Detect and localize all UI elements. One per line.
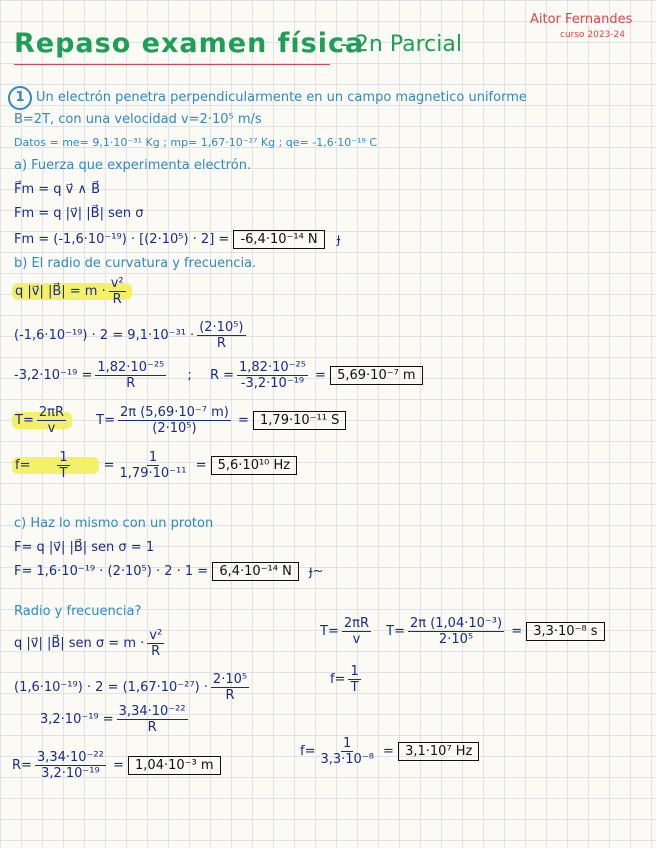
part-a-result: -6,4·10⁻¹⁴ N <box>233 230 324 249</box>
eq1-lhs: (-1,6·10⁻¹⁹) · 2 = 9,1·10⁻³¹ · <box>14 328 195 343</box>
part-c-eq1: F= q |v⃗| |B⃗| sen σ = 1 <box>14 540 155 555</box>
rf-eq3 <box>40 704 191 735</box>
rf-T2-num: 2π (1,04·10⁻³) <box>409 616 503 631</box>
rf-f2-den: 3,3·10⁻⁸ <box>320 752 374 767</box>
eq2-rnum: 1,82·10⁻²⁵ <box>239 360 306 375</box>
T2-num: 2π (5,69·10⁻⁷ m) <box>119 405 229 420</box>
part-b-frequency <box>12 450 297 481</box>
rf-T-lhs: T= <box>320 624 339 639</box>
T-den: v <box>47 421 56 436</box>
eq2-num: 1,82·10⁻²⁵ <box>97 360 165 375</box>
radius-result: 5,69·10⁻⁷ m <box>330 366 423 385</box>
rf-eq1-den: R <box>151 644 161 659</box>
rf-f2-num: 1 <box>343 736 352 751</box>
problem-number-badge: 1 <box>8 86 32 110</box>
part-a-mark: ɟ <box>336 232 341 247</box>
rf-T-den: v <box>352 632 361 647</box>
f2-num: 1 <box>148 450 158 465</box>
eq2-den: R <box>126 376 136 391</box>
f-lhs: f= <box>15 458 31 473</box>
datos-line: Datos = me= 9,1·10⁻³¹ Kg ; mp= 1,67·10⁻²⁷ Kg ; qe= -1,6·10⁻¹⁹ C <box>14 136 378 149</box>
eq1-num: (2·10⁵) <box>199 320 244 335</box>
page-title: Repaso examen física <box>14 28 365 59</box>
radio-freq-label: Radio y frecuencia? <box>14 604 142 619</box>
part-c-label: c) Haz lo mismo con un proton <box>14 516 214 531</box>
rf-T-num: 2πR <box>343 616 369 631</box>
eq2-lhs: -3,2·10⁻¹⁹ = <box>14 368 93 383</box>
eq2-sep: ; <box>187 368 192 383</box>
statement-line-2: B=2T, con una velocidad v=2·10⁵ m/s <box>14 112 262 127</box>
rf-radius <box>12 750 221 781</box>
T2-lhs: T= <box>96 413 115 428</box>
rf-R-eq: = <box>112 758 124 773</box>
f-num: 1 <box>59 450 68 465</box>
part-a-label: a) Fuerza que experimenta electrón. <box>14 158 252 173</box>
part-c-eq2-row <box>14 564 324 579</box>
rf-period-result: 3,3·10⁻⁸ s <box>526 622 604 641</box>
formula-lhs: q |v⃗| |B⃗| = m · <box>15 284 106 299</box>
part-b-eq1 <box>14 320 249 351</box>
rf-eq1-num: v² <box>149 628 163 643</box>
rf-f2-eq: = <box>383 744 394 759</box>
rf-eq1 <box>14 628 167 659</box>
rf-eq2-den: R <box>225 688 235 703</box>
rf-R-num: 3,34·10⁻²² <box>36 750 104 765</box>
period-result: 1,79·10⁻¹¹ S <box>253 411 346 430</box>
rf-R-den: 3,2·10⁻¹⁹ <box>41 766 100 781</box>
rf-period <box>320 616 605 647</box>
part-a-eq2: Fm = q |v⃗| |B⃗| sen σ <box>14 206 144 221</box>
rf-eq2 <box>14 672 252 703</box>
rf-f-formula <box>330 664 364 695</box>
T2-eq: = <box>237 413 249 428</box>
rf-eq1-lhs: q |v⃗| |B⃗| sen σ = m · <box>14 636 145 651</box>
f2-eq: = <box>103 458 115 473</box>
rf-eq2-num: 2·10⁵ <box>212 672 248 687</box>
course-label: curso 2023-24 <box>560 30 626 40</box>
rf-eq2-lhs: (1,6·10⁻¹⁹) · 2 = (1,67·10⁻²⁷) · <box>14 680 208 695</box>
f-den: T <box>59 466 68 481</box>
part-c-eq2: F= 1,6·10⁻¹⁹ · (2·10⁵) · 2 · 1 = <box>14 564 209 579</box>
freq-result: 5,6·10¹⁰ Hz <box>211 456 298 475</box>
rf-frequency <box>300 736 479 767</box>
rf-T2-lhs: T= <box>386 624 405 639</box>
rf-eq3-num: 3,34·10⁻²² <box>118 704 186 719</box>
part-a-eq3-row <box>14 232 340 247</box>
part-b-period <box>12 405 346 436</box>
rf-R-lhs: R= <box>12 758 32 773</box>
formula-den: R <box>112 292 122 307</box>
part-b-eq2 <box>14 360 423 391</box>
rf-freq-result: 3,1·10⁷ Hz <box>398 742 479 761</box>
eq2-R: R = <box>209 368 234 383</box>
rf-f2-lhs: f= <box>300 744 316 759</box>
rf-f-num: 1 <box>350 664 359 679</box>
title-underline <box>14 64 330 65</box>
T-num: 2πR <box>38 405 64 420</box>
f2-den: 1,79·10⁻¹¹ <box>119 466 187 481</box>
rf-eq3-den: R <box>147 720 157 735</box>
part-b-label: b) El radio de curvatura y frecuencia. <box>14 256 257 271</box>
part-b-formula <box>12 276 132 307</box>
part-c-mark: ɟ~ <box>308 564 324 579</box>
rf-T2-eq: = <box>511 624 523 639</box>
rf-eq3-lhs: 3,2·10⁻¹⁹ = <box>40 712 114 727</box>
rf-f-lhs: f= <box>330 672 346 687</box>
rf-f-den: T <box>350 680 359 695</box>
T2-den: (2·10⁵) <box>152 421 197 436</box>
eq1-den: R <box>216 336 226 351</box>
eq2-eq: = <box>315 368 326 383</box>
eq2-rden: -3,2·10⁻¹⁹ <box>240 376 305 391</box>
part-c-result: 6,4·10⁻¹⁴ N <box>212 562 299 581</box>
problem-statement <box>8 86 527 110</box>
formula-num: v² <box>110 276 124 291</box>
rf-T2-den: 2·10⁵ <box>438 632 474 647</box>
page-subtitle: - 2n Parcial <box>340 32 462 57</box>
author-name: Aitor Fernandes <box>530 12 633 27</box>
f2-eq2: = <box>195 458 207 473</box>
part-a-eq1: F⃗m = q v⃗ ∧ B⃗ <box>14 182 101 197</box>
part-a-eq3: Fm = (-1,6·10⁻¹⁹) · [(2·10⁵) · 2] = <box>14 232 230 247</box>
T-lhs: T= <box>15 413 34 428</box>
rf-radius-result: 1,04·10⁻³ m <box>128 756 221 775</box>
statement-line-1: Un electrón penetra perpendicularmente en un campo magnetico uniforme <box>36 90 527 105</box>
